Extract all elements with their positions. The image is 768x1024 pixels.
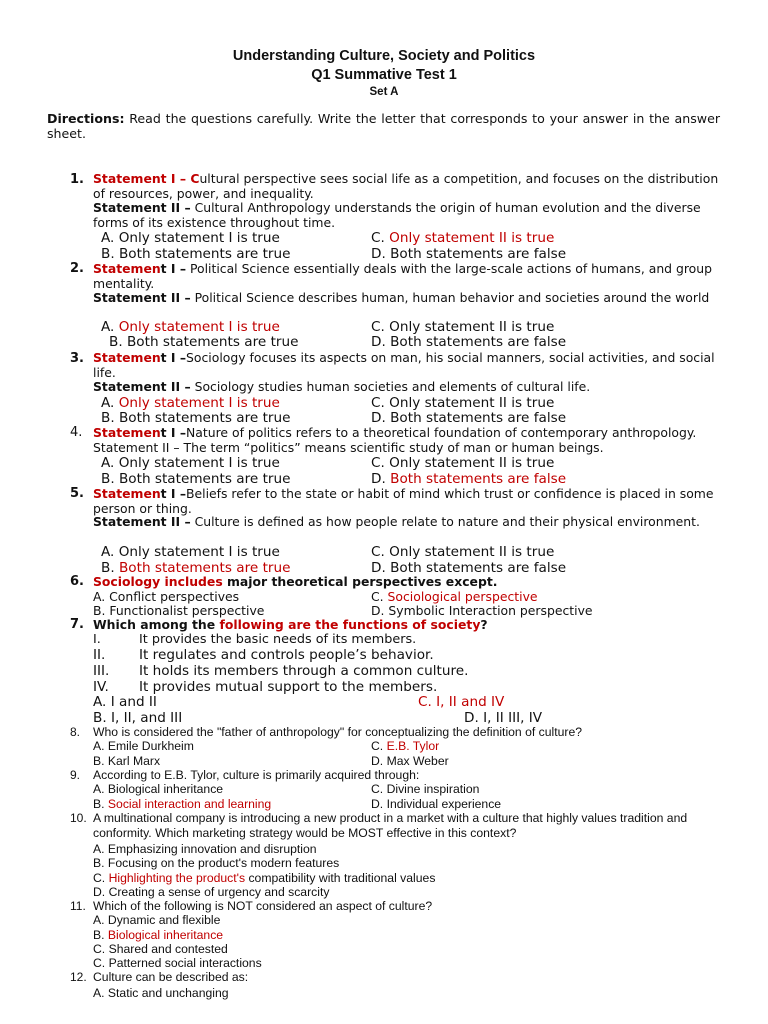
- roman-iii: III.: [93, 663, 110, 679]
- option-a: A. Conflict perspectives: [93, 589, 240, 604]
- question-2-statement-1: Statement I – Political Science essentially deals with the large-scale actions of humans, and group mentality.: [93, 261, 712, 291]
- question-number: 4.: [70, 425, 83, 440]
- option-d: D. Max Weber: [371, 754, 449, 768]
- set-label: Set A: [369, 86, 399, 98]
- option-a: A. Only statement I is true: [101, 319, 280, 335]
- question-number: 7.: [70, 617, 84, 632]
- option-d: D. Both statements are false: [371, 560, 567, 576]
- question-6-stem: Sociology includes major theoretical perspectives except.: [93, 574, 498, 589]
- item-iii: It holds its members through a common culture.: [139, 663, 469, 679]
- option-b: B. Both statements are true: [101, 410, 291, 426]
- option-c: C. Highlighting the product's compatibility with traditional values: [93, 871, 436, 885]
- question-8-stem: Who is considered the "father of anthropology" for conceptualizing the definition of culture?: [93, 725, 582, 739]
- question-12-stem: Culture can be described as:: [93, 970, 249, 984]
- option-d: D. Both statements are false: [371, 410, 567, 426]
- question-4-statement-2: Statement II – The term “politics” means scientific study of man or human beings.: [93, 440, 604, 455]
- option-c: C. Only statement II is true: [371, 455, 555, 471]
- item-iv: It provides mutual support to the members.: [139, 679, 438, 695]
- option-d: C. Patterned social interactions: [93, 956, 262, 970]
- item-i: It provides the basic needs of its members.: [139, 632, 417, 647]
- question-2-statement-2: Statement II – Political Science describes human, human behavior and societies around the world: [93, 290, 710, 305]
- option-c: C. I, II and IV: [418, 694, 505, 710]
- question-11-stem: Which of the following is NOT considered an aspect of culture?: [93, 899, 433, 913]
- roman-i: I.: [93, 632, 101, 647]
- question-5-statement-2: Statement II – Culture is defined as how people relate to nature and their physical environment.: [93, 514, 700, 529]
- option-d: D. Individual experience: [371, 797, 502, 811]
- question-number: 5.: [70, 486, 84, 501]
- question-number: 3.: [70, 351, 84, 366]
- directions-label: Directions:: [47, 111, 125, 126]
- option-b: B. Social interaction and learning: [93, 797, 272, 811]
- question-4-statement-1: Statement I –Nature of politics refers to a theoretical foundation of contemporary anthropology.: [93, 425, 697, 440]
- statement-label: Statement II –: [93, 200, 191, 215]
- statement-text: Cultural Anthropology understands the origin of human evolution and the diverse forms of its existence throughout time.: [93, 200, 701, 230]
- option-d: D. Creating a sense of urgency and scarcity: [93, 885, 330, 899]
- directions-text: Read the questions carefully. Write the letter that corresponds to your answer in the answer sheet.: [47, 111, 720, 141]
- option-c: C. Sociological perspective: [371, 589, 538, 604]
- question-10-stem: A multinational company is introducing a new product in a market with a culture that highly values tradition and conformity. Which marketing strategy would be MOST effective in this context?: [93, 811, 688, 840]
- option-a: A. Emile Durkheim: [93, 739, 194, 753]
- option-b: B. Biological inheritance: [93, 928, 224, 942]
- question-number: 1.: [70, 172, 84, 187]
- option-a: A. Static and unchanging: [93, 986, 229, 1000]
- option-b: B. Both statements are true: [101, 471, 291, 487]
- option-a: A. Only statement I is true: [101, 395, 280, 411]
- question-number: 12.: [70, 970, 87, 984]
- question-3-statement-1: Statement I –Sociology focuses its aspects on man, his social manners, social activities, and social life.: [93, 350, 715, 380]
- option-b: B. Focusing on the product's modern features: [93, 856, 340, 870]
- option-c: C. Only statement II is true: [371, 395, 555, 411]
- option-b: B. Both statements are true: [101, 246, 291, 262]
- question-9-stem: According to E.B. Tylor, culture is primarily acquired through:: [93, 768, 420, 782]
- roman-ii: II.: [93, 647, 106, 663]
- roman-iv: IV.: [93, 679, 109, 695]
- option-a: A. Only statement I is true: [101, 230, 280, 246]
- question-5-statement-1: Statement I –Beliefs refer to the state or habit of mind which trust or confidence is placed in some person or thing.: [93, 486, 714, 516]
- option-a: A. Only statement I is true: [101, 544, 280, 560]
- question-number: 2.: [70, 261, 84, 276]
- option-a: A. Emphasizing innovation and disruption: [93, 842, 317, 856]
- option-c: C. Shared and contested: [93, 942, 228, 956]
- question-3-statement-2: Statement II – Sociology studies human societies and elements of cultural life.: [93, 379, 591, 394]
- option-c: C. Only statement II is true: [371, 319, 555, 335]
- option-c: C. Only statement II is true: [371, 230, 555, 246]
- question-number: 9.: [70, 768, 81, 782]
- question-1-statement-1: [93, 172, 723, 201]
- option-d: D. Both statements are false: [371, 471, 567, 487]
- option-a: A. I and II: [93, 694, 157, 710]
- option-c: C. E.B. Tylor: [371, 739, 440, 753]
- option-a: A. Dynamic and flexible: [93, 913, 221, 927]
- directions: [47, 112, 720, 141]
- option-b: B. Functionalist perspective: [93, 603, 265, 618]
- document-title: Understanding Culture, Society and Politics: [232, 48, 536, 64]
- option-b: B. Both statements are true: [109, 334, 299, 350]
- option-b: B. Karl Marx: [93, 754, 161, 768]
- question-1-statement-2: [93, 201, 723, 230]
- option-b: B. I, II, and III: [93, 710, 183, 726]
- option-c: C. Only statement II is true: [371, 544, 555, 560]
- item-ii: It regulates and controls people’s behavior.: [139, 647, 434, 663]
- option-a: A. Only statement I is true: [101, 455, 280, 471]
- statement-label: Statement I – C: [93, 171, 200, 186]
- option-d: D. Both statements are false: [371, 246, 567, 262]
- option-d: D. Symbolic Interaction perspective: [371, 603, 593, 618]
- document-subtitle: Q1 Summative Test 1: [311, 67, 457, 83]
- question-number: 8.: [70, 725, 81, 739]
- question-number: 6.: [70, 574, 84, 589]
- option-a: A. Biological inheritance: [93, 782, 224, 796]
- statement-text: ultural perspective sees social life as a competition, and focuses on the distribution of resources, power, and inequality.: [93, 171, 719, 201]
- option-b: B. Both statements are true: [101, 560, 291, 576]
- question-number: 10.: [70, 811, 87, 825]
- question-number: 11.: [70, 899, 86, 913]
- option-d: D. I, II III, IV: [464, 710, 543, 726]
- option-d: D. Both statements are false: [371, 334, 567, 350]
- option-c: C. Divine inspiration: [371, 782, 480, 796]
- question-7-stem: Which among the following are the functions of society?: [93, 617, 488, 632]
